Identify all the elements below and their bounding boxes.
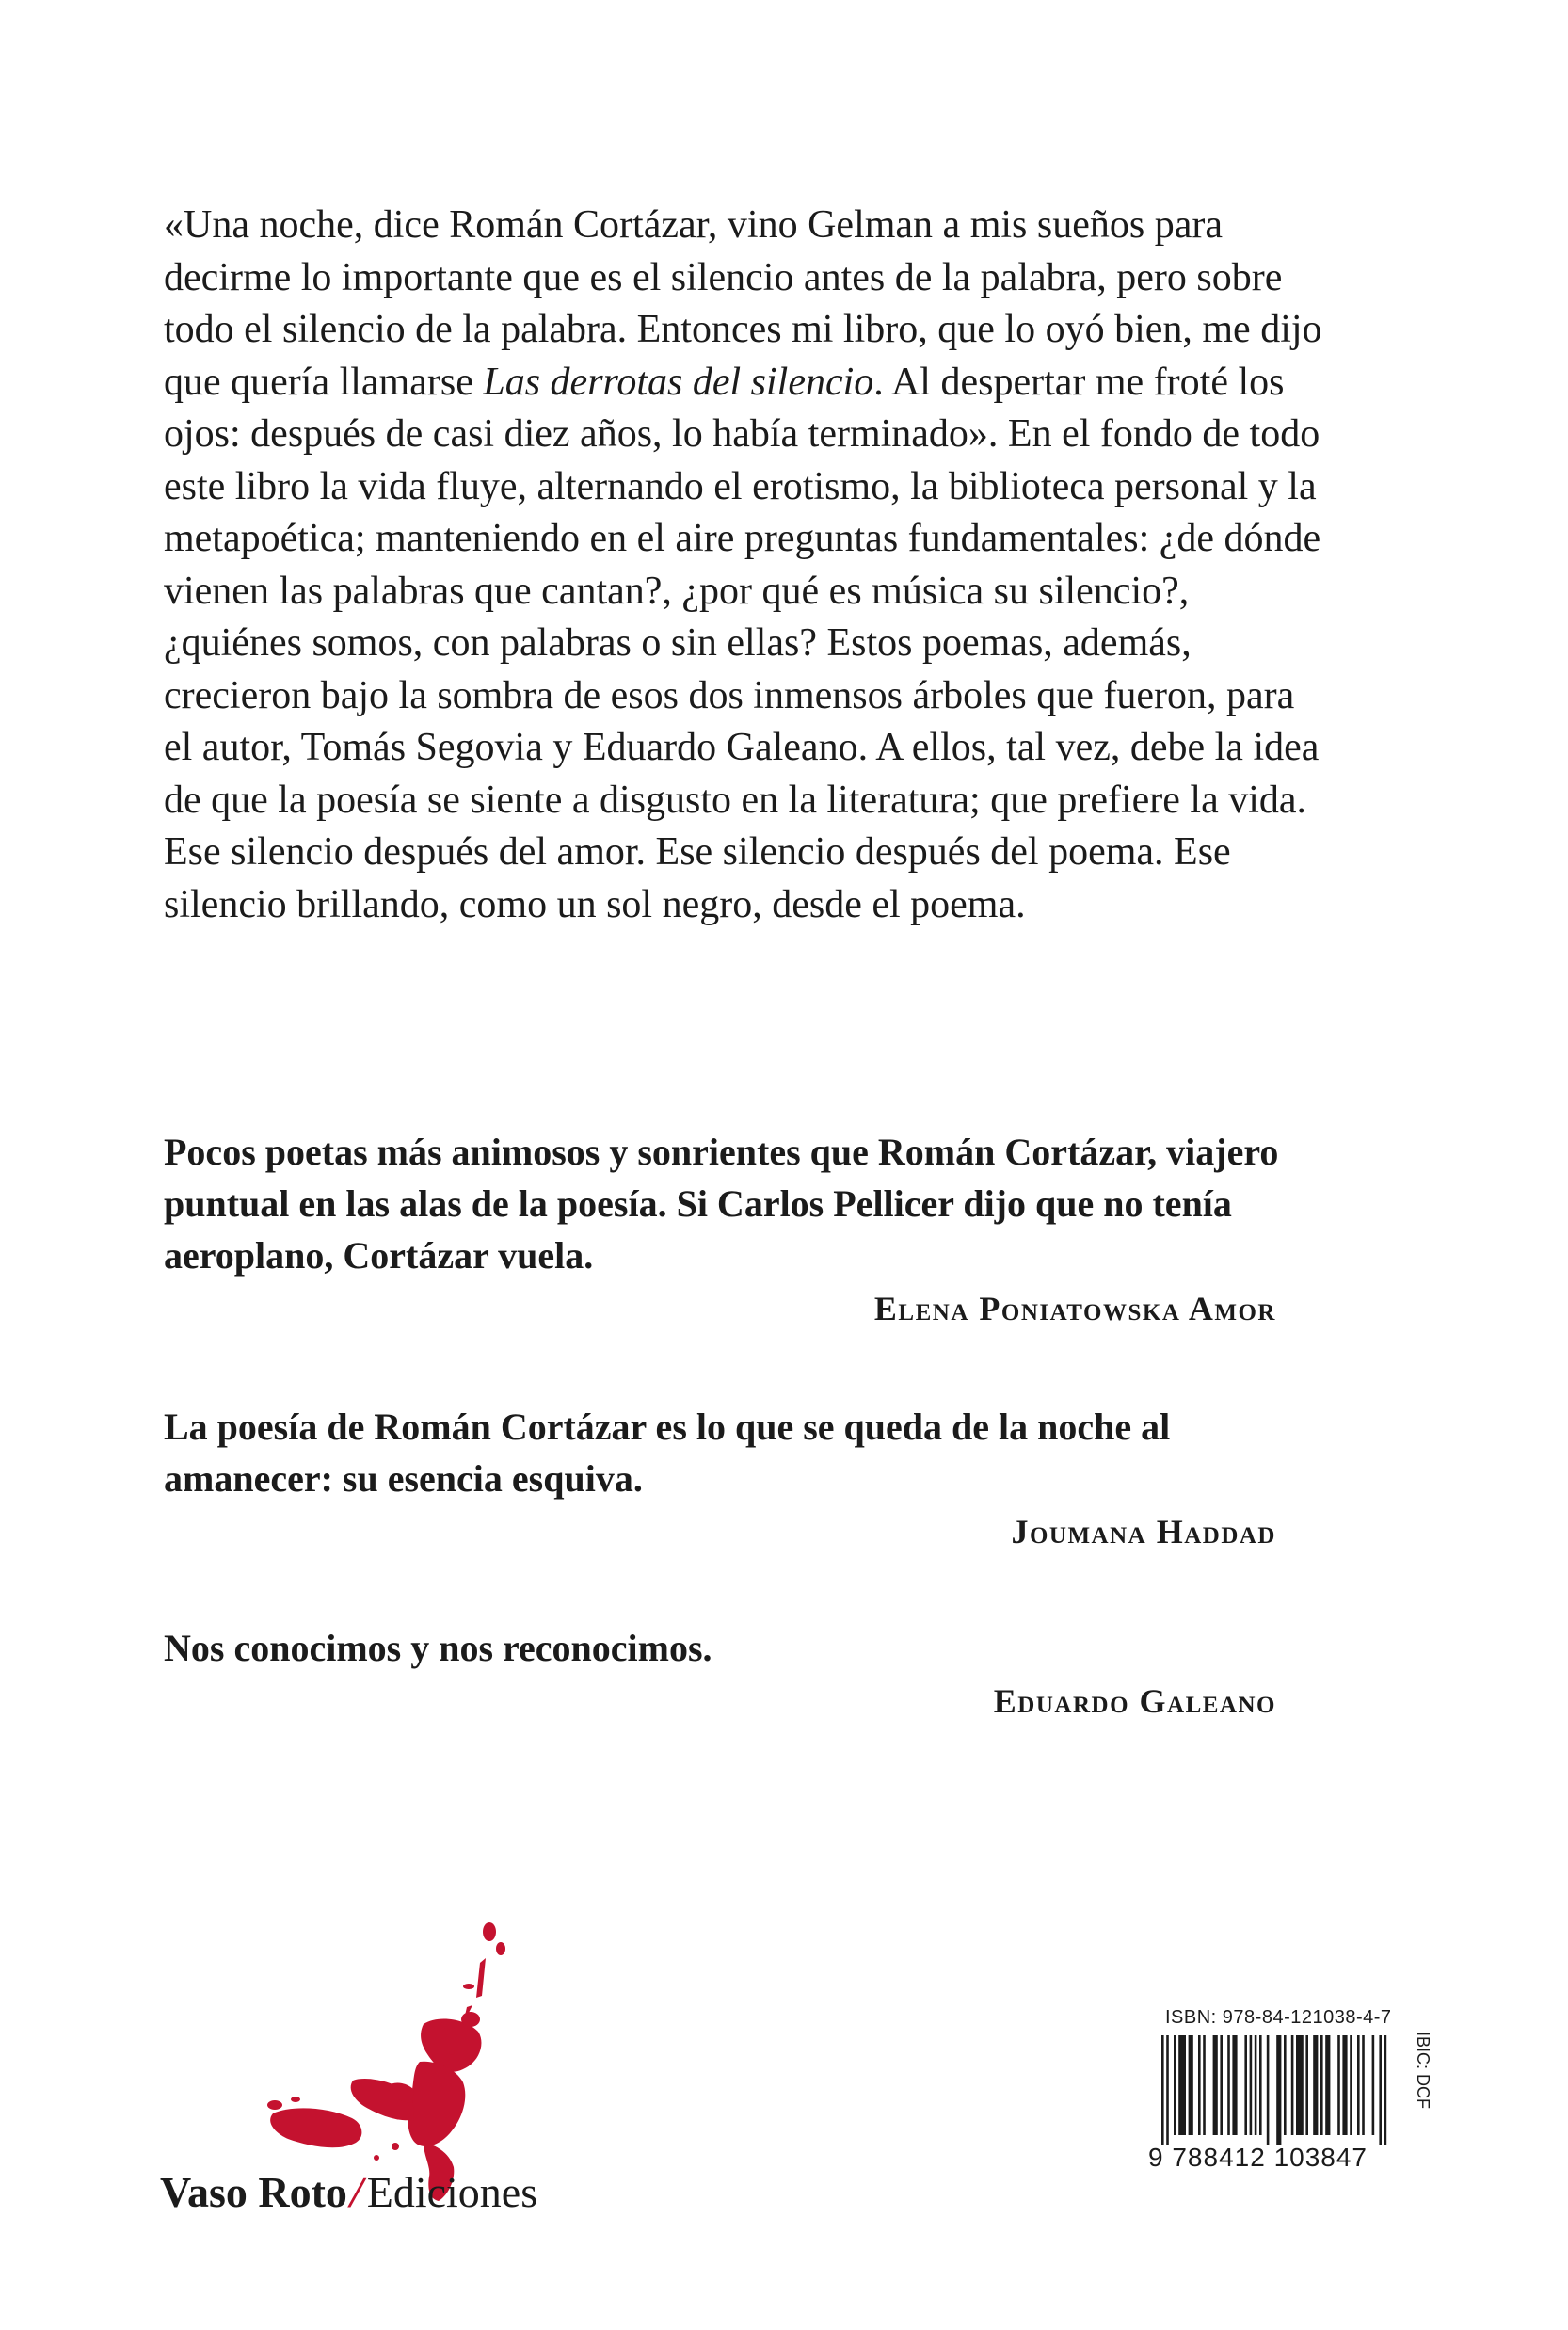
barcode-bar: [1384, 2035, 1387, 2145]
quote-block-2: [164, 1401, 1293, 1551]
barcode-bar: [1250, 2035, 1253, 2135]
barcode-bar: [1379, 2035, 1382, 2145]
blurb-text-part1: «Una noche, dice Román Cortázar, vino Gelman a mis sueños para decirme lo importante que es el silencio antes de la palabra, pero sobre todo el silencio de la palabra. Entonces mi libro, que lo oyó bien, me dijo que quería llamarse: [164, 203, 1322, 404]
barcode-bar: [1291, 2035, 1294, 2135]
quote-block-1: [164, 1126, 1293, 1328]
isbn-label: ISBN: 978-84-121038-4-7: [1165, 2007, 1392, 2028]
barcode-bar: [1174, 2035, 1176, 2135]
quote-block-3: [164, 1622, 1293, 1721]
barcode-bar: [1325, 2035, 1330, 2135]
quote-text: La poesía de Román Cortázar es lo que se queda de la noche al amanecer: su esencia esquiva.: [164, 1406, 1171, 1500]
quote-author: Joumana Haddad: [1011, 1513, 1276, 1551]
quote-author: Elena Poniatowska Amor: [873, 1290, 1276, 1327]
blurb-text-part2: . Al despertar me froté los ojos: después de casi diez años, lo había terminado». En el fondo de todo este libro la vida fluye, alternando el erotismo, la biblioteca personal y la metapoética; manteniendo en el aire preguntas fundamentales: ¿de dónde vienen las palabras que cantan?, ¿por qué es música su silencio?, ¿quiénes somos, con palabras o sin ellas? Estos poemas, además, crecieron bajo la sombra de esos dos inmensos árboles que fueron, para el autor, Tomás Segovia y Eduardo Galeano. A ellos, tal vez, debe la idea de que la poesía se siente a disgusto en la literatura; que prefiere la vida. Ese silencio después del amor. Ese silencio después del poema. Ese silencio brillando, como un sol negro, desde el poema.: [164, 360, 1321, 926]
publisher-logo: [160, 1920, 612, 2231]
back-cover-blurb: [164, 200, 1331, 931]
barcode-bar: [1372, 2035, 1375, 2135]
dancer-splash-icon: [254, 1920, 555, 2203]
barcode-bar: [1357, 2035, 1360, 2135]
barcode-bar: [1362, 2035, 1365, 2135]
barcode-bar: [1189, 2035, 1193, 2135]
barcode-bar: [1296, 2035, 1304, 2135]
publisher-name-bold: Vaso Roto: [160, 2168, 347, 2216]
barcode-bar: [1267, 2035, 1270, 2145]
ibic-code: IBIC: DCF: [1414, 2032, 1432, 2110]
barcode-bar: [1255, 2035, 1257, 2135]
barcode-bar: [1305, 2035, 1308, 2135]
publisher-name: [160, 2167, 537, 2217]
barcode-bar: [1276, 2035, 1281, 2145]
quote-author: Eduardo Galeano: [993, 1682, 1276, 1720]
publisher-name-regular: Ediciones: [366, 2168, 538, 2216]
barcode-bar: [1166, 2035, 1169, 2145]
quote-text: Nos conocimos y nos reconocimos.: [164, 1627, 712, 1669]
barcode-bar: [1342, 2035, 1347, 2135]
barcode-digits: 9 788412 103847: [1148, 2143, 1368, 2172]
barcode-bar: [1213, 2035, 1218, 2135]
quote-text: Pocos poetas más animosos y sonrientes que Román Cortázar, viajero puntual en las alas de la poesía. Si Carlos Pellicer dijo que no tenía aeroplano, Cortázar vuela.: [164, 1131, 1279, 1277]
barcode-bar: [1232, 2035, 1237, 2135]
barcode-bar: [1313, 2035, 1318, 2135]
barcode-bar: [1161, 2035, 1164, 2145]
isbn-barcode: [1148, 2007, 1444, 2195]
slash-icon: /: [345, 2168, 369, 2216]
barcode-icon: [1161, 2035, 1397, 2145]
barcode-bar: [1220, 2035, 1223, 2135]
barcode-bar: [1178, 2035, 1186, 2135]
barcode-bar: [1227, 2035, 1230, 2135]
barcode-bar: [1244, 2035, 1247, 2135]
barcode-bar: [1284, 2035, 1287, 2135]
barcode-bar: [1203, 2035, 1206, 2135]
barcode-bar: [1337, 2035, 1340, 2135]
barcode-bar: [1259, 2035, 1262, 2135]
barcode-bar: [1198, 2035, 1201, 2135]
book-title: Las derrotas del silencio: [483, 360, 874, 404]
barcode-bar: [1320, 2035, 1323, 2135]
barcode-bar: [1350, 2035, 1352, 2135]
